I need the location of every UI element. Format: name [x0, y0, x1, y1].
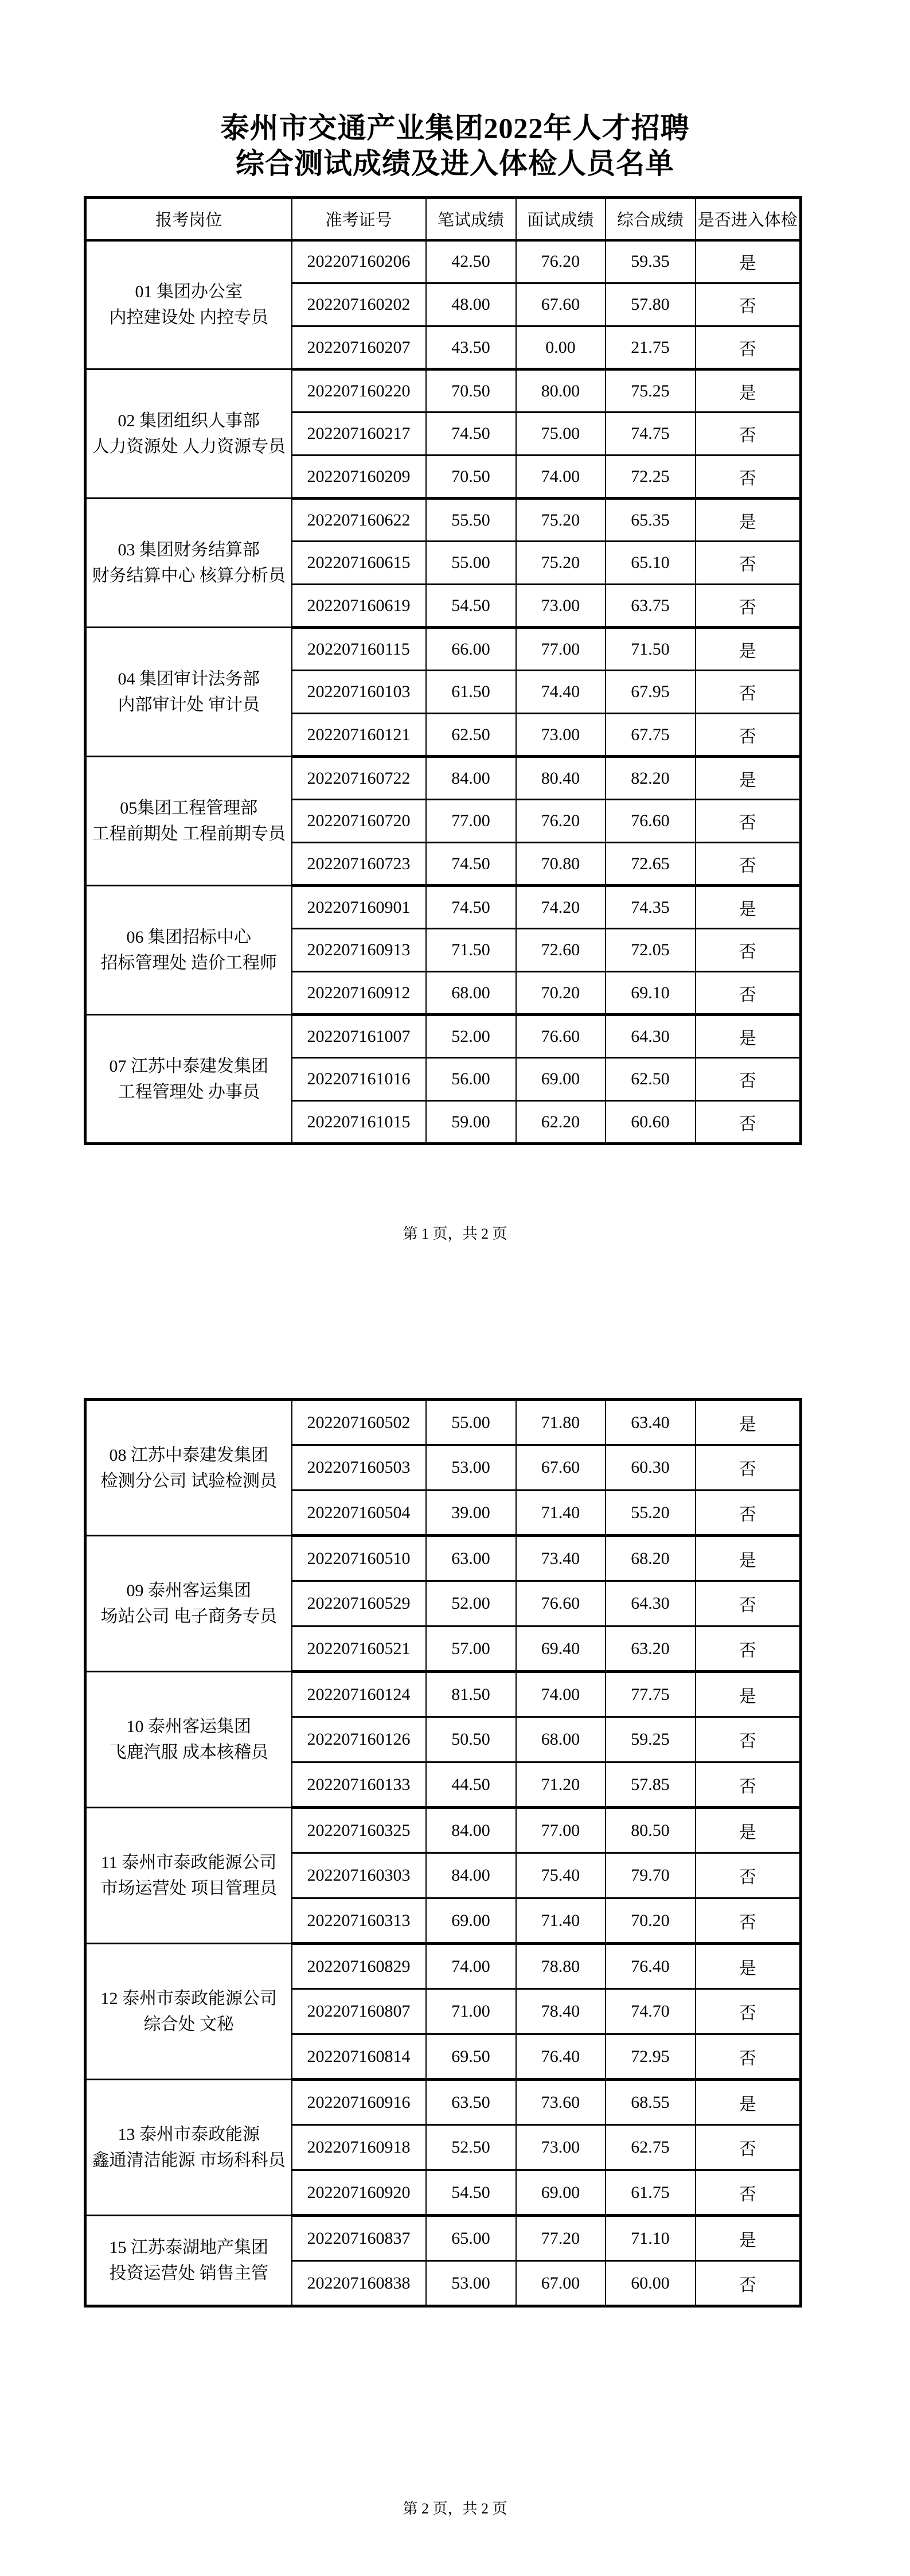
admission-number-cell: 202207160207	[292, 326, 426, 369]
admission-number-cell: 202207160622	[292, 499, 426, 542]
table-row	[85, 886, 801, 929]
interview-score-cell: 69.00	[516, 2170, 606, 2216]
composite-score-cell: 63.20	[606, 1626, 696, 1672]
table-row	[85, 240, 801, 283]
document-title	[0, 110, 910, 181]
admission-number-cell: 202207160920	[292, 2170, 426, 2216]
post-line-1: 06 集团招标中心	[126, 928, 251, 947]
admission-number-cell: 202207160807	[292, 1989, 426, 2034]
admission-number-cell: 202207160916	[292, 2080, 426, 2125]
table-row	[85, 628, 801, 671]
post-line-2: 市场运营处 项目管理员	[100, 1879, 277, 1898]
post-line-1: 05集团工程管理部	[120, 799, 258, 818]
post-line-2: 场站公司 电子商务专员	[100, 1607, 277, 1626]
composite-score-cell: 67.95	[606, 671, 696, 714]
medical-check-cell: 是	[696, 1808, 801, 1853]
written-score-cell: 54.50	[426, 2170, 516, 2216]
written-score-cell: 55.00	[426, 1400, 516, 1445]
table-row	[85, 1944, 801, 1989]
composite-score-cell: 71.10	[606, 2216, 696, 2261]
written-score-cell: 68.00	[426, 972, 516, 1015]
post-cell	[85, 1536, 292, 1672]
written-score-cell: 61.50	[426, 671, 516, 714]
page-2-footer: 第 2 页，共 2 页	[403, 2500, 507, 2517]
written-score-cell: 84.00	[426, 1808, 516, 1853]
medical-check-cell: 否	[696, 456, 801, 499]
composite-score-cell: 68.55	[606, 2080, 696, 2125]
post-line-1: 07 江苏中泰建发集团	[109, 1056, 268, 1076]
post-line-1: 11 泰州市泰政能源公司	[101, 1853, 277, 1872]
written-score-cell: 74.50	[426, 843, 516, 886]
interview-score-cell: 76.40	[516, 2034, 606, 2080]
admission-number-cell: 202207160918	[292, 2125, 426, 2170]
composite-score-cell: 61.75	[606, 2170, 696, 2216]
post-line-1: 10 泰州客运集团	[126, 1717, 251, 1736]
written-score-cell: 62.50	[426, 714, 516, 757]
document-title-line-2: 综合测试成绩及进入体检人员名单	[236, 147, 674, 180]
admission-number-cell: 202207160529	[292, 1581, 426, 1626]
medical-check-cell: 否	[696, 542, 801, 585]
written-score-cell: 59.00	[426, 1101, 516, 1144]
post-cell	[85, 499, 292, 628]
interview-score-cell: 70.80	[516, 843, 606, 886]
interview-score-cell: 78.80	[516, 1944, 606, 1989]
admission-number-cell: 202207160220	[292, 369, 426, 413]
medical-check-cell: 否	[696, 413, 801, 456]
written-score-cell: 53.00	[426, 2261, 516, 2306]
col-header-medical-check: 是否进入体检	[696, 198, 801, 240]
medical-check-cell: 是	[696, 1536, 801, 1581]
post-line-1: 08 江苏中泰建发集团	[109, 1445, 268, 1465]
written-score-cell: 52.00	[426, 1015, 516, 1058]
medical-check-cell: 否	[696, 929, 801, 972]
medical-check-cell: 是	[696, 628, 801, 671]
post-cell	[85, 2080, 292, 2216]
table-row	[85, 757, 801, 800]
post-cell	[85, 757, 292, 886]
composite-score-cell: 68.20	[606, 1536, 696, 1581]
written-score-cell: 70.50	[426, 456, 516, 499]
admission-number-cell: 202207160615	[292, 542, 426, 585]
composite-score-cell: 80.50	[606, 1808, 696, 1853]
post-line-1: 02 集团组织人事部	[118, 411, 260, 430]
medical-check-cell: 否	[696, 1762, 801, 1808]
composite-score-cell: 71.50	[606, 628, 696, 671]
interview-score-cell: 67.00	[516, 2261, 606, 2306]
composite-score-cell: 60.60	[606, 1101, 696, 1144]
written-score-cell: 74.50	[426, 413, 516, 456]
written-score-cell: 84.00	[426, 1853, 516, 1898]
post-line-2: 内部审计处 审计员	[118, 695, 260, 714]
table-row	[85, 499, 801, 542]
medical-check-cell: 否	[696, 1101, 801, 1144]
written-score-cell: 55.00	[426, 542, 516, 585]
interview-score-cell: 67.60	[516, 283, 606, 326]
written-score-cell: 77.00	[426, 800, 516, 843]
admission-number-cell: 202207161007	[292, 1015, 426, 1058]
written-score-cell: 71.00	[426, 1989, 516, 2034]
admission-number-cell: 202207160901	[292, 886, 426, 929]
written-score-cell: 48.00	[426, 283, 516, 326]
medical-check-cell: 否	[696, 1898, 801, 1944]
interview-score-cell: 76.20	[516, 800, 606, 843]
medical-check-cell: 是	[696, 886, 801, 929]
admission-number-cell: 202207160837	[292, 2216, 426, 2261]
medical-check-cell: 否	[696, 326, 801, 369]
medical-check-cell: 否	[696, 1853, 801, 1898]
medical-check-cell: 否	[696, 800, 801, 843]
admission-number-cell: 202207160115	[292, 628, 426, 671]
medical-check-cell: 是	[696, 757, 801, 800]
admission-number-cell: 202207160209	[292, 456, 426, 499]
post-line-2: 检测分公司 试验检测员	[100, 1471, 277, 1491]
admission-number-cell: 202207160217	[292, 413, 426, 456]
written-score-cell: 42.50	[426, 240, 516, 283]
interview-score-cell: 69.00	[516, 1058, 606, 1101]
composite-score-cell: 60.00	[606, 2261, 696, 2306]
score-table-page-1	[84, 196, 802, 1145]
post-cell	[85, 2216, 292, 2306]
medical-check-cell: 是	[696, 240, 801, 283]
post-cell	[85, 1672, 292, 1808]
admission-number-cell: 202207160912	[292, 972, 426, 1015]
written-score-cell: 50.50	[426, 1717, 516, 1762]
written-score-cell: 69.50	[426, 2034, 516, 2080]
post-cell	[85, 628, 292, 757]
post-line-2: 工程前期处 工程前期专员	[92, 824, 286, 843]
interview-score-cell: 70.20	[516, 972, 606, 1015]
written-score-cell: 53.00	[426, 1445, 516, 1491]
table-row	[85, 369, 801, 413]
admission-number-cell: 202207160133	[292, 1762, 426, 1808]
composite-score-cell: 76.60	[606, 800, 696, 843]
composite-score-cell: 62.50	[606, 1058, 696, 1101]
composite-score-cell: 55.20	[606, 1491, 696, 1536]
post-line-1: 12 泰州市泰政能源公司	[100, 1989, 277, 2008]
interview-score-cell: 74.00	[516, 456, 606, 499]
table-row	[85, 2216, 801, 2261]
written-score-cell: 65.00	[426, 2216, 516, 2261]
composite-score-cell: 74.75	[606, 413, 696, 456]
admission-number-cell: 202207160121	[292, 714, 426, 757]
interview-score-cell: 74.20	[516, 886, 606, 929]
composite-score-cell: 70.20	[606, 1898, 696, 1944]
admission-number-cell: 202207160325	[292, 1808, 426, 1853]
composite-score-cell: 79.70	[606, 1853, 696, 1898]
admission-number-cell: 202207160722	[292, 757, 426, 800]
medical-check-cell: 否	[696, 2034, 801, 2080]
medical-check-cell: 是	[696, 1015, 801, 1058]
medical-check-cell: 否	[696, 1491, 801, 1536]
medical-check-cell: 否	[696, 585, 801, 628]
written-score-cell: 39.00	[426, 1491, 516, 1536]
composite-score-cell: 64.30	[606, 1581, 696, 1626]
written-score-cell: 74.50	[426, 886, 516, 929]
admission-number-cell: 202207160313	[292, 1898, 426, 1944]
composite-score-cell: 72.25	[606, 456, 696, 499]
post-cell	[85, 1400, 292, 1536]
composite-score-cell: 60.30	[606, 1445, 696, 1491]
medical-check-cell: 否	[696, 972, 801, 1015]
written-score-cell: 74.00	[426, 1944, 516, 1989]
table-row	[85, 1808, 801, 1853]
admission-number-cell: 202207160720	[292, 800, 426, 843]
interview-score-cell: 75.40	[516, 1853, 606, 1898]
admission-number-cell: 202207160126	[292, 1717, 426, 1762]
written-score-cell: 84.00	[426, 757, 516, 800]
col-header-post: 报考岗位	[85, 198, 292, 240]
written-score-cell: 52.50	[426, 2125, 516, 2170]
interview-score-cell: 76.20	[516, 240, 606, 283]
admission-number-cell: 202207160502	[292, 1400, 426, 1445]
composite-score-cell: 72.95	[606, 2034, 696, 2080]
col-header-written-score: 笔试成绩	[426, 198, 516, 240]
composite-score-cell: 59.35	[606, 240, 696, 283]
interview-score-cell: 77.20	[516, 2216, 606, 2261]
post-line-2: 综合处 文秘	[143, 2015, 234, 2034]
composite-score-cell: 65.35	[606, 499, 696, 542]
medical-check-cell: 否	[696, 1626, 801, 1672]
composite-score-cell: 74.35	[606, 886, 696, 929]
admission-number-cell: 202207160838	[292, 2261, 426, 2306]
composite-score-cell: 21.75	[606, 326, 696, 369]
composite-score-cell: 76.40	[606, 1944, 696, 1989]
admission-number-cell: 202207160303	[292, 1853, 426, 1898]
post-line-1: 13 泰州市泰政能源	[118, 2125, 260, 2144]
table-row	[85, 2080, 801, 2125]
written-score-cell: 43.50	[426, 326, 516, 369]
written-score-cell: 63.50	[426, 2080, 516, 2125]
table-row	[85, 1672, 801, 1717]
medical-check-cell: 否	[696, 1717, 801, 1762]
post-line-1: 01 集团办公室	[135, 282, 243, 302]
written-score-cell: 44.50	[426, 1762, 516, 1808]
interview-score-cell: 74.00	[516, 1672, 606, 1717]
post-line-2: 飞鹿汽服 成本核稽员	[109, 1743, 268, 1762]
table-row	[85, 1536, 801, 1581]
interview-score-cell: 75.20	[516, 542, 606, 585]
interview-score-cell: 74.40	[516, 671, 606, 714]
written-score-cell: 54.50	[426, 585, 516, 628]
written-score-cell: 56.00	[426, 1058, 516, 1101]
post-line-1: 04 集团审计法务部	[118, 670, 260, 688]
interview-score-cell: 67.60	[516, 1445, 606, 1491]
interview-score-cell: 73.60	[516, 2080, 606, 2125]
score-table-page-2	[84, 1398, 802, 2307]
medical-check-cell: 否	[696, 1058, 801, 1101]
written-score-cell: 70.50	[426, 369, 516, 413]
medical-check-cell: 是	[696, 1944, 801, 1989]
interview-score-cell: 76.60	[516, 1581, 606, 1626]
medical-check-cell: 否	[696, 843, 801, 886]
composite-score-cell: 57.85	[606, 1762, 696, 1808]
composite-score-cell: 65.10	[606, 542, 696, 585]
col-header-composite-score: 综合成绩	[606, 198, 696, 240]
medical-check-cell: 否	[696, 283, 801, 326]
medical-check-cell: 否	[696, 2170, 801, 2216]
document-title-line-1: 泰州市交通产业集团2022年人才招聘	[220, 112, 690, 144]
table-header-row	[85, 198, 801, 240]
post-cell	[85, 886, 292, 1015]
written-score-cell: 52.00	[426, 1581, 516, 1626]
post-line-1: 03 集团财务结算部	[118, 540, 260, 559]
post-line-1: 09 泰州客运集团	[126, 1581, 251, 1600]
interview-score-cell: 73.00	[516, 2125, 606, 2170]
composite-score-cell: 64.30	[606, 1015, 696, 1058]
interview-score-cell: 80.40	[516, 757, 606, 800]
admission-number-cell: 202207160913	[292, 929, 426, 972]
composite-score-cell: 72.05	[606, 929, 696, 972]
admission-number-cell: 202207160503	[292, 1445, 426, 1491]
interview-score-cell: 69.40	[516, 1626, 606, 1672]
medical-check-cell: 否	[696, 2261, 801, 2306]
medical-check-cell: 是	[696, 2080, 801, 2125]
col-header-interview-score: 面试成绩	[516, 198, 606, 240]
composite-score-cell: 63.75	[606, 585, 696, 628]
interview-score-cell: 71.40	[516, 1491, 606, 1536]
interview-score-cell: 68.00	[516, 1717, 606, 1762]
interview-score-cell: 73.40	[516, 1536, 606, 1581]
admission-number-cell: 202207160124	[292, 1672, 426, 1717]
post-cell	[85, 240, 292, 369]
post-line-1: 15 江苏泰湖地产集团	[109, 2238, 268, 2257]
post-cell	[85, 1808, 292, 1944]
col-header-admission-number: 准考证号	[292, 198, 426, 240]
interview-score-cell: 0.00	[516, 326, 606, 369]
interview-score-cell: 71.80	[516, 1400, 606, 1445]
post-cell	[85, 369, 292, 499]
post-line-2: 招标管理处 造价工程师	[100, 954, 277, 972]
admission-number-cell: 202207160510	[292, 1536, 426, 1581]
medical-check-cell: 是	[696, 1400, 801, 1445]
admission-number-cell: 202207160206	[292, 240, 426, 283]
post-cell	[85, 1015, 292, 1144]
admission-number-cell: 202207160619	[292, 585, 426, 628]
admission-number-cell: 202207160521	[292, 1626, 426, 1672]
written-score-cell: 81.50	[426, 1672, 516, 1717]
admission-number-cell: 202207161015	[292, 1101, 426, 1144]
table-row	[85, 1400, 801, 1445]
medical-check-cell: 是	[696, 369, 801, 413]
interview-score-cell: 62.20	[516, 1101, 606, 1144]
composite-score-cell: 77.75	[606, 1672, 696, 1717]
interview-score-cell: 77.00	[516, 1808, 606, 1853]
admission-number-cell: 202207160814	[292, 2034, 426, 2080]
admission-number-cell: 202207160202	[292, 283, 426, 326]
medical-check-cell: 否	[696, 2125, 801, 2170]
interview-score-cell: 71.20	[516, 1762, 606, 1808]
post-cell	[85, 1944, 292, 2080]
composite-score-cell: 59.25	[606, 1717, 696, 1762]
medical-check-cell: 是	[696, 2216, 801, 2261]
post-line-2: 财务结算中心 核算分析员	[92, 566, 286, 585]
medical-check-cell: 否	[696, 714, 801, 757]
composite-score-cell: 74.70	[606, 1989, 696, 2034]
page-1-footer: 第 1 页，共 2 页	[403, 1225, 507, 1242]
medical-check-cell: 是	[696, 1672, 801, 1717]
interview-score-cell: 73.00	[516, 714, 606, 757]
interview-score-cell: 72.60	[516, 929, 606, 972]
interview-score-cell: 77.00	[516, 628, 606, 671]
written-score-cell: 57.00	[426, 1626, 516, 1672]
admission-number-cell: 202207160829	[292, 1944, 426, 1989]
post-line-2: 鑫通清洁能源 市场科科员	[92, 2151, 286, 2170]
written-score-cell: 66.00	[426, 628, 516, 671]
post-line-2: 内控建设处 内控专员	[109, 308, 268, 328]
composite-score-cell: 67.75	[606, 714, 696, 757]
admission-number-cell: 202207160504	[292, 1491, 426, 1536]
table-row	[85, 1015, 801, 1058]
medical-check-cell: 否	[696, 1445, 801, 1491]
composite-score-cell: 63.40	[606, 1400, 696, 1445]
written-score-cell: 55.50	[426, 499, 516, 542]
composite-score-cell: 62.75	[606, 2125, 696, 2170]
written-score-cell: 71.50	[426, 929, 516, 972]
interview-score-cell: 75.00	[516, 413, 606, 456]
post-line-2: 工程管理处 办事员	[118, 1082, 260, 1102]
admission-number-cell: 202207160103	[292, 671, 426, 714]
composite-score-cell: 72.65	[606, 843, 696, 886]
composite-score-cell: 57.80	[606, 283, 696, 326]
written-score-cell: 63.00	[426, 1536, 516, 1581]
interview-score-cell: 73.00	[516, 585, 606, 628]
interview-score-cell: 80.00	[516, 369, 606, 413]
composite-score-cell: 75.25	[606, 369, 696, 413]
medical-check-cell: 是	[696, 499, 801, 542]
interview-score-cell: 76.60	[516, 1015, 606, 1058]
post-line-2: 投资运营处 销售主管	[109, 2264, 268, 2283]
admission-number-cell: 202207160723	[292, 843, 426, 886]
composite-score-cell: 69.10	[606, 972, 696, 1015]
post-line-2: 人力资源处 人力资源专员	[92, 437, 286, 456]
medical-check-cell: 否	[696, 671, 801, 714]
composite-score-cell: 82.20	[606, 757, 696, 800]
interview-score-cell: 71.40	[516, 1898, 606, 1944]
medical-check-cell: 否	[696, 1989, 801, 2034]
interview-score-cell: 75.20	[516, 499, 606, 542]
written-score-cell: 69.00	[426, 1898, 516, 1944]
interview-score-cell: 78.40	[516, 1989, 606, 2034]
admission-number-cell: 202207161016	[292, 1058, 426, 1101]
medical-check-cell: 否	[696, 1581, 801, 1626]
